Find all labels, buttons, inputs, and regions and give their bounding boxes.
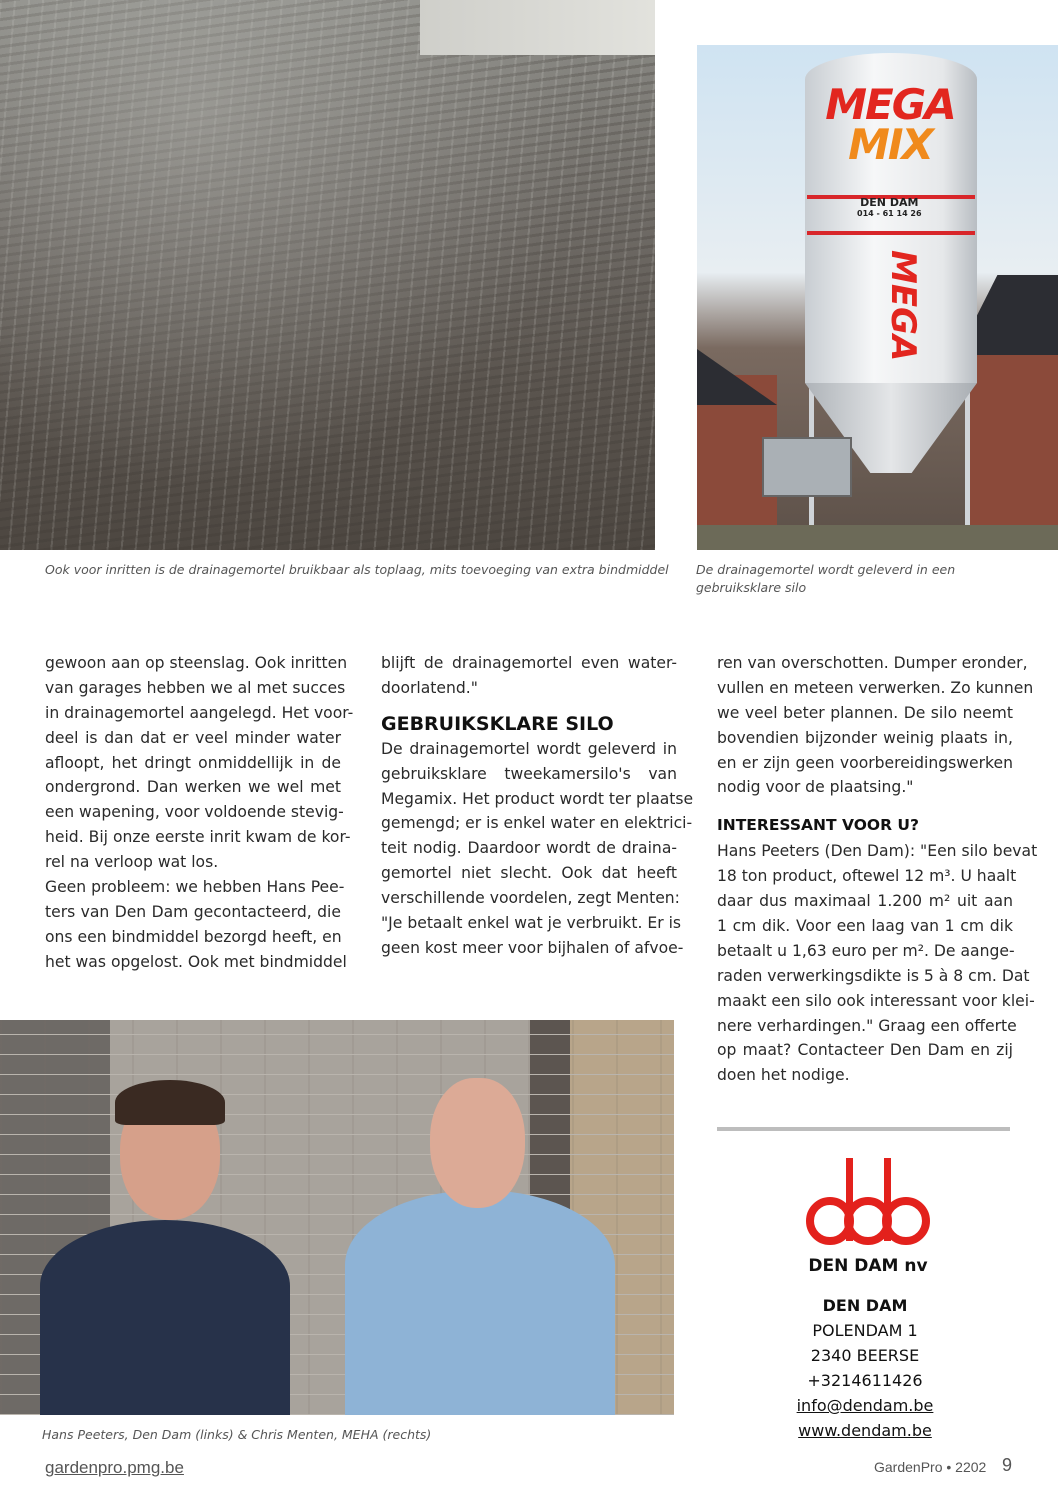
caption-portrait: Hans Peeters, Den Dam (links) & Chris Menten, MEHA (rechts) (42, 1427, 432, 1442)
article-text-line: De drainagemortel wordt geleverd in (381, 739, 677, 758)
article-text-line: en er zijn geen voorbereidingswerken (717, 753, 1013, 772)
page-number: 9 (1002, 1455, 1013, 1475)
article-text-line: verschillende voordelen, zegt Menten: (381, 889, 680, 908)
article-text-line: ren van overschotten. Dumper eronder, (717, 654, 1028, 672)
footer-issue: GardenPro • 2202 (874, 1459, 987, 1475)
article-text-line: raden verwerkingsdikte is 5 à 8 cm. Dat (717, 966, 1030, 985)
article-text-line: Hans Peeters (Den Dam): "Een silo bevat (717, 842, 1038, 861)
article-text-line: geen kost meer voor bijhalen of afvoe- (381, 938, 684, 957)
article-text-line: nodig voor de plaatsing." (717, 778, 914, 797)
article-text-line: op maat? Contacteer Den Dam en zij (717, 1041, 1013, 1060)
article-text-line: Geen probleem: we hebben Hans Pee- (45, 878, 345, 897)
photo-concrete-driveway (0, 0, 655, 550)
article-text-line: heid. Bij onze eerste inrit kwam de kor- (45, 828, 351, 847)
article-column-1 (45, 651, 354, 975)
article-text-line: doorlatend." (381, 678, 478, 697)
article-text-line: doen het nodige. (717, 1066, 850, 1085)
article-text-line: 1 cm dik. Voor een laag van 1 cm dik (717, 917, 1013, 936)
article-text-line: in drainagemortel aangelegd. Het voor- (45, 703, 354, 722)
article-text-line: "Je betaalt enkel wat je verbruikt. Er is (381, 914, 682, 933)
article-text-line: gewoon aan op steenslag. Ook inritten (45, 654, 348, 672)
svg-text:DEN DAM nv: DEN DAM nv (808, 1256, 928, 1276)
article-text-line: Megamix. Het product wordt ter plaatse (381, 789, 694, 808)
section-heading: GEBRUIKSKLARE SILO (381, 712, 614, 735)
article-text-line: betaalt u 1,63 euro per m². De aange- (717, 941, 1015, 960)
contact-street: POLENDAM 1 (812, 1321, 918, 1340)
contact-city: 2340 BEERSE (810, 1346, 920, 1365)
article-text-line: ondergrond. Dan werken we wel met (45, 778, 341, 797)
article-column-2 (381, 651, 694, 961)
contact-block (717, 1293, 1013, 1443)
article-text-line: van garages hebben we al met succes (45, 678, 346, 697)
contact-name: DEN DAM (822, 1296, 908, 1315)
article-text-line: bovendien bijzonder weinig plaats in, (717, 728, 1013, 747)
article-text-line: 18 ton product, oftewel 12 m³. U haalt (717, 867, 1017, 886)
article-text-line: maakt een silo ook interessant voor klei- (717, 991, 1035, 1010)
divider (717, 1127, 1010, 1131)
footer-site-link[interactable]: gardenpro.pmg.be (45, 1458, 184, 1477)
article-text-line: teit nodig. Daardoor wordt de draina- (381, 839, 677, 858)
article-text-line: het was opgelost. Ook met bindmiddel (45, 952, 347, 971)
article-text-line: blijft de drainagemortel even water- (381, 654, 677, 672)
contact-website-link[interactable]: www.dendam.be (798, 1421, 932, 1440)
article-text-line: daar dus maximaal 1.200 m² uit aan (717, 892, 1013, 911)
article-text-line: rel na verloop wat los. (45, 853, 219, 872)
contact-phone: +3214611426 (807, 1371, 923, 1390)
caption-silo: De drainagemortel wordt geleverd in een gebruiksklare silo (696, 562, 956, 595)
caption-concrete: Ook voor inritten is de drainagemortel bruikbaar als toplaag, mits toevoeging van extra bindmiddel (45, 562, 669, 577)
article-text-line: ons een bindmiddel bezorgd heeft, en (45, 927, 342, 946)
article-text-line: afloopt, het dringt onmiddellijk in de (45, 753, 341, 772)
photo-portrait-two-men (0, 1020, 674, 1415)
article-text-line: gebruiksklare tweekamersilo's van (381, 764, 677, 783)
article-text-line: we veel beter plannen. De silo neemt (717, 703, 1013, 722)
section-heading: INTERESSANT VOOR U? (717, 816, 919, 835)
article-column-3 (717, 651, 1038, 1088)
article-text-line: gemengd; er is enkel water en elektrici- (381, 814, 693, 833)
contact-email-link[interactable]: info@dendam.be (796, 1396, 934, 1415)
photo-megamix-silo: MEGA MIX DEN DAM 014 - 61 14 26 MEGA (697, 45, 1058, 550)
photo-wall (420, 0, 655, 55)
article-text-line: een wapening, voor voldoende stevig- (45, 803, 344, 822)
den-dam-logo (806, 1156, 930, 1276)
article-text-line: nere verhardingen." Graag een offerte (717, 1016, 1017, 1035)
article-text-line: vullen en meteen verwerken. Zo kunnen (717, 678, 1034, 697)
article-text-line: ters van Den Dam gecontacteerd, die (45, 902, 341, 921)
silo-logo: MEGA MIX (825, 80, 955, 169)
article-text-line: gemortel niet slecht. Ook dat heeft (381, 864, 677, 883)
article-text-line: deel is dan dat er veel minder water (45, 728, 341, 747)
